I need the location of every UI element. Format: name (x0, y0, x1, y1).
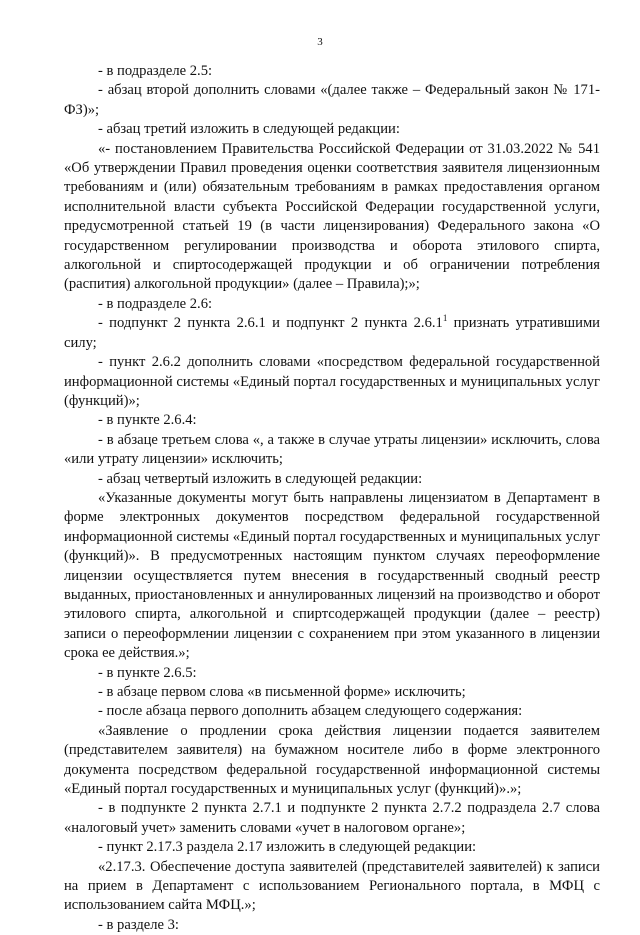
paragraph: - в пункте 2.6.4: (98, 412, 197, 429)
page-number: 3 (317, 36, 323, 48)
paragraph: - в подразделе 2.5: (98, 63, 213, 79)
paragraph: - в пункте 2.6.5: (98, 664, 197, 681)
paragraph: - в подразделе 2.6: (98, 295, 213, 312)
paragraph: - в абзаце первом слова «в письменной форме» исключить; (98, 684, 466, 700)
paragraph: «Указанные документы могут быть направлены лицензиатом в Департамент в форме электронных документов посредством федеральной государственной информационной системы «Единый портал государственных и муниципальных услуг (функций)». В предусмотренных настоящим пунктом случаях переоформление лицензии осуществляется путем внесения в государственный сводный реестр выданных, приостановленных и аннулированных лицензий на производство и оборот этилового спирта, алкогольной и спиртсодержащей продукции (далее – реестр) записи о переоформлении лицензии с сохранением при этом указанного в лицензии срока ее действия.»; (64, 489, 600, 662)
superscript: 1 (442, 313, 448, 324)
paragraph-text: признать утратившими силу; (64, 315, 600, 351)
paragraph: - после абзаца первого дополнить абзацем следующего содержания: (98, 703, 523, 720)
paragraph: - пункт 2.17.3 раздела 2.17 изложить в следующей редакции: (98, 839, 477, 856)
paragraph: «2.17.3. Обеспечение доступа заявителей (представителей заявителей) к записи на прием в Департамент с использованием Регионального портала, в МФЦ с использованием сайта МФЦ.»; (64, 858, 600, 914)
paragraph: «- постановлением Правительства Российской Федерации от 31.03.2022 № 541 «Об утверждении Правил проведения оценки соответствия заявителя лицензионным требованиям и (или) обязательным требованиям в рамках предоставления органом исполнительной власти субъекта Российской Федерации государственной услуги, предусмотренной статьей 19 (в части лицензирования) Федерального закона «О государственном регулировании производства и оборота этилового спирта, алкогольной и спиртосодержащей продукции и об ограничении потребления (распития) алкогольной продукции» (далее – Правила);»; (64, 140, 600, 293)
paragraph: - в подпункте 2 пункта 2.7.1 и подпункте 2 пункта 2.7.2 подраздела 2.7 слова «налоговый учет» заменить словами «учет в налоговом органе»; (64, 800, 600, 836)
paragraph: «Заявление о продлении срока действия лицензии подается заявителем (представителем заявителя) на бумажном носителе либо в форме электронного документа посредством федеральной государственной информационной системы «Единый портал государственных и муниципальных услуг (функций)».»; (64, 722, 600, 798)
paragraph: - абзац второй дополнить словами «(далее также – Федеральный закон № 171-ФЗ)»; (64, 82, 600, 118)
document-body (64, 62, 600, 935)
paragraph: - абзац четвертый изложить в следующей редакции: (98, 470, 423, 487)
paragraph-text: - подпункт 2 пункта 2.6.1 и подпункт 2 пункта 2.6.1 (98, 315, 443, 332)
paragraph (64, 314, 600, 353)
paragraph: - в разделе 3: (98, 916, 179, 933)
paragraph: - пункт 2.6.2 дополнить словами «посредством федеральной государственной информационной системы «Единый портал государственных и муниципальных услуг (функций)»; (64, 354, 600, 409)
paragraph: - в абзаце третьем слова «, а также в случае утраты лицензии» исключить, слова «или утрату лицензии» исключить; (64, 431, 600, 468)
paragraph: - абзац третий изложить в следующей редакции: (98, 121, 400, 138)
